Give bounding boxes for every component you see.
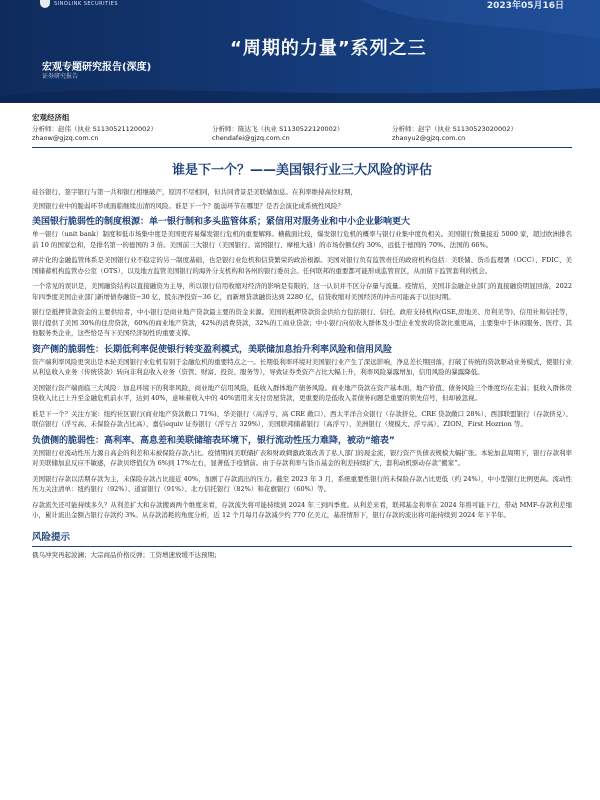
risk-heading: 风险提示	[32, 529, 572, 547]
series-title: “周期的力量”系列之三	[230, 38, 427, 59]
section-paragraph: 美国银行资产端面临三大风险：加息环境下的利率风险，商业地产信用风险，低收入群体地产债务风险。商业地产贷款在资产基本面、地产价值、债务风险三个维度均在走弱；低收入群体房贷收入比已上升至金融危机前水平，达到 40%，意味着收入中的 40%需用来支付房屋贷款，更重要的是低收入者债务问题是重要的领先信号，但却被忽视。	[32, 383, 572, 402]
header-banner	[0, 0, 600, 103]
section-heading: 负债侧的脆弱性：高利率、高息差和美联储缩表环境下，银行流动性压力难降，被动“缩表”	[32, 435, 395, 446]
risk-text: 俄乌冲突再起波澜；大宗商品价格反弹；工资增速放缓不达预期；	[32, 550, 221, 559]
analyst-email[interactable]: zhaow@gjzq.com.cn	[32, 134, 99, 142]
section-heading: 资产侧的脆弱性：长期低利率促使银行转变盈利模式，美联储加息抬升利率风险和信用风险	[32, 344, 393, 355]
analyst-item	[392, 125, 572, 143]
section-paragraph: 资产端利率风险更突出是本轮美国银行业危机有别于金融危机的重要特点之一。长期低利率环境对美国银行业产生了深远影响，净息差长期回落，打破了传统的贷款驱动业务模式，使银行业从利息收入业务（传统贷款）转向非利息收入业务（资管、财富、投资、服务等），导致证券类资产占比大幅上升，利率风险暴露增加，信用风险的暴露降低。	[32, 357, 572, 376]
logo-text: SINOLINK SECURITIES	[54, 1, 118, 7]
analyst-email[interactable]: chendafei@gjzq.com.cn	[212, 134, 290, 142]
report-date: 2023年05月16日	[486, 1, 564, 11]
analyst-credential: 分析师：陈达飞（执业 S1130522120002）	[212, 125, 344, 133]
section-heading: 美国银行脆弱性的制度根源：单一银行制和多头监管体系；紧信用对服务业和中小企业影响更大	[32, 217, 411, 227]
analyst-list	[32, 125, 572, 143]
analyst-credential: 分析师：赵伟（执业 S1130521120002）	[32, 125, 157, 133]
report-type: 宏观专题研究报告(深度)	[42, 62, 152, 73]
section-paragraph: 存款流失还可能持续多久？从利差扩大和存款搬离两个维度来看，存款流失将可能持续到 2024 年三到四季度。从利差来看，联邦基金利率在 2024 年将可能下行，带动 MMF-存款利差缩小，累计流出金额占银行存款约 3%。从存款消耗的角度分析，近 12 个月每月存款减少约 770 亿美元，基准情形下，银行存款的流出将可能持续到 2024 年下半年。	[32, 500, 572, 519]
section-paragraph: 谁是下一个？关注方案：纽约社区银行(商业地产贷款敞口 71%)、华美银行（高浮亏、高 CRE 敞口）、西太平洋合众银行（存款挤兑，CRE 贷款敞口 28%）、西部联盟银行（存款挤兑）、联信银行（浮亏高、未保险存款占比高）、嘉信equiv 证券银行（浮亏占 329%）、美国联邦储蓄银行（高浮亏）、美洲银行（规模大、浮亏高）、ZION、First Hozrion 等。	[32, 409, 572, 428]
section-paragraph: 碎片化的金融监管体系是美国银行业不稳定的另一制度基础，也是银行业危机和信贷繁荣的政治根源。美国对银行负有监管责任的政府机构包括：美联储、货币监理署（OCC）、FDIC、美国储蓄机构监管办公室（OTS），以及地方监管美国银行的海外分支机构和各州的银行委员会。任何联邦的重要都可能形成监管盲区，从而留下监管套利的机会。	[32, 256, 572, 275]
section-paragraph: 银行是抵押贷款资金的主要供给者，中小银行是商业地产贷款最主要的资金来源。美国的抵押贷款资金供给方包括银行、信托、政府支持机构(GSE,房地美、房利美等)、信用社和信托等，银行提供了美国 30%的住房贷款，60%的商业地产贷款，42%的消费贷款，32%的工商业贷款；中小银行向依收入群体及小型企业发放的贷款比重更高，主要集中于休闲服务、医疗、其他服务类企业，这些恰是当下美国经济韧性的重要支撑。	[32, 308, 572, 337]
report-content	[32, 112, 572, 559]
intro-line: 美国银行业中的脆弱环节或面临继续出清的风险。谁是下一个？脆弱环节在哪里？是否会演化成系统性风险？	[32, 201, 344, 210]
analyst-credential: 分析师：赵宇（执业 S1130523020002）	[392, 125, 517, 133]
report-title: 谁是下一个？——美国银行业三大风险的评估	[171, 163, 432, 178]
analyst-email[interactable]: zhaoyu2@gjzq.com.cn	[392, 134, 466, 142]
team-name: 宏观经济组	[32, 113, 70, 122]
section-paragraph: 美国银行业流动性压力源自高企的利差和未被保险存款占比。疫情期间美联储扩表和财政刺激政策改善了私人部门的现金流，银行资产负债表规模大幅扩张。本轮加息周期下，银行存款利率对美联储加息反应不敏感，存款贝塔值仅为 6%到 17%左右，显著低于疫情前。由于存款利率与货币基金的利差持续扩大，套利动机驱动存款“搬家”。	[32, 448, 572, 467]
analyst-item	[32, 125, 212, 143]
intro-line: 硅谷银行、签字银行与第一共和银行相继破产，原因不尽相同，但共同背景是美联储加息。在利率维持高位时期，	[32, 188, 357, 196]
section-paragraph: 一个常见的误识是，美国融资结构以直接融资为主导，所以银行信用收缩对经济的影响是有限的，这一认识并不区分存量与流量。疫情后，美国非金融企业部门的直接融资明显回落，2022 年四季度美国企业部门新增债券融资−30 亿，股东净投资−36 亿，而新增贷款融资达到 2280 亿，信贷收缩对美国经济的冲击可能高于以往时期。	[32, 282, 572, 301]
report-subtype: 证券研究报告	[42, 73, 79, 80]
header-divider	[32, 147, 572, 148]
section-paragraph: 美国银行存款以活期存款为主，未保险存款占比接近 40%，加剧了存款流出的压力。截至 2023 年 3 月，系统重要性银行的未保险存款占比更低（约 24%），中小型银行比例更高。流动性压力关注清单：纽约银行（92%）、道富银行（91%）、北方信托银行（82%）和花旗银行（60%）等。	[32, 474, 572, 493]
analyst-item	[212, 125, 392, 143]
section-paragraph: 单一银行（unit bank）制度和低市场集中度是美国更容易爆发银行危机的重要解释。横截面比较，爆发银行危机的概率与银行业集中度负相关。美国银行数量接近 5000 家，超过欧洲排名前 10 的国家总和，是排名第一的德国的 3 倍。美国前三大银行（美国银行、富国银行、摩根大通）的市场份额仅约 30%，远低于德国的 70%、法国的 66%。	[32, 230, 572, 249]
